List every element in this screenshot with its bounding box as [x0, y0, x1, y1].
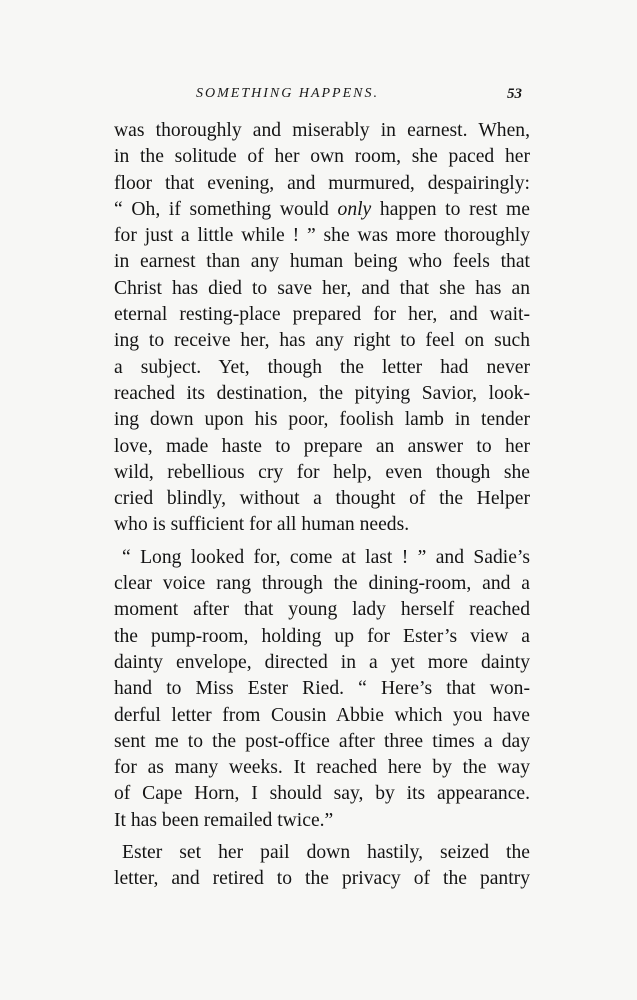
text-line: for just a little while ! ” she was more thoroughly: [114, 225, 530, 247]
emphasized-word: only: [337, 198, 372, 220]
text-line: letter, and retired to the privacy of the pantry: [114, 868, 530, 890]
text-line: of Cape Horn, I should say, by its appearance.: [114, 783, 530, 805]
text-line: love, made haste to prepare an answer to her: [114, 435, 530, 457]
page-number: 53: [507, 86, 522, 102]
text-line: who is sufficient for all human needs.: [114, 514, 410, 536]
text-line: floor that evening, and murmured, despairingly:: [114, 172, 530, 194]
text-line: eternal resting-place prepared for her, and wait-: [114, 304, 530, 326]
text-line-emphasis: “ Oh, if something would only happen to rest me: [114, 198, 530, 220]
text-line: sent me to the post-office after three times a day: [114, 730, 530, 752]
text-line: in earnest than any human being who feels that: [114, 251, 530, 273]
text-line: dainty envelope, directed in a yet more dainty: [114, 651, 530, 673]
text-line: wild, rebellious cry for help, even though she: [114, 461, 530, 483]
text-line: in the solitude of her own room, she paced her: [114, 146, 530, 168]
text-line: was thoroughly and miserably in earnest. When,: [114, 120, 530, 141]
text-line: a subject. Yet, though the letter had never: [114, 356, 530, 378]
body-text: [114, 118, 530, 893]
running-title: SOMETHING HAPPENS.: [196, 86, 379, 101]
text-line: reached its destination, the pitying Savior, look-: [114, 382, 530, 404]
text-line: “ Long looked for, come at last ! ” and Sadie’s: [122, 546, 530, 568]
text-line: ing to receive her, has any right to feel on such: [114, 330, 530, 352]
text-line: moment after that young lady herself reached: [114, 599, 530, 621]
text-line: cried blindly, without a thought of the Helper: [114, 488, 530, 510]
text-line: Christ has died to save her, and that she has an: [114, 277, 530, 299]
text-line: Ester set her pail down hastily, seized the: [122, 842, 530, 864]
text-line: the pump-room, holding up for Ester’s view a: [114, 625, 530, 647]
text-line: hand to Miss Ester Ried. “ Here’s that won-: [114, 678, 530, 700]
text-line: for as many weeks. It reached here by the way: [114, 757, 530, 779]
text-line: clear voice rang through the dining-room, and a: [114, 573, 530, 595]
paragraph-3: [114, 840, 530, 893]
text-line: ing down upon his poor, foolish lamb in tender: [114, 409, 530, 431]
text-line: It has been remailed twice.”: [114, 809, 334, 831]
paragraph-2: [114, 545, 530, 834]
paragraph-1: [114, 118, 530, 539]
text-line: derful letter from Cousin Abbie which you have: [114, 704, 530, 726]
